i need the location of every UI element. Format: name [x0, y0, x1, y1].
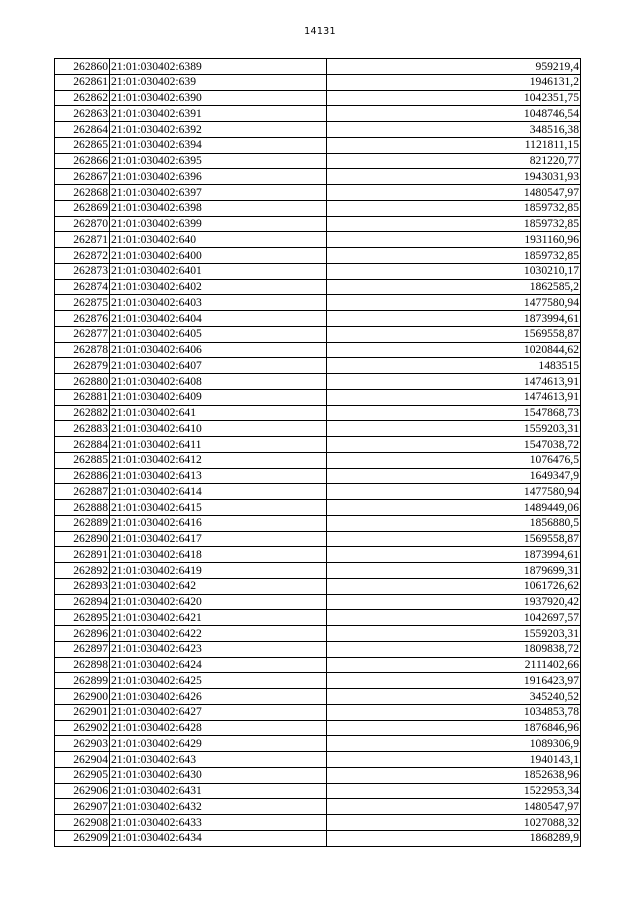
row-number-cell: 262869 [55, 200, 110, 216]
table-row [55, 610, 581, 626]
table-row [55, 626, 581, 642]
cadastral-number-cell: 21:01:030402:6409 [110, 389, 327, 405]
cadastral-number-cell: 21:01:030402:6390 [110, 90, 327, 106]
table-row [55, 342, 581, 358]
table-row [55, 185, 581, 201]
cadastral-number-cell: 21:01:030402:6395 [110, 153, 327, 169]
table-row [55, 153, 581, 169]
cadastral-number-cell: 21:01:030402:6416 [110, 515, 327, 531]
table-row [55, 263, 581, 279]
table-row [55, 594, 581, 610]
row-number-cell: 262863 [55, 106, 110, 122]
cadastral-value-cell: 1879699,31 [327, 563, 581, 579]
row-number-cell: 262908 [55, 815, 110, 831]
table-row [55, 767, 581, 783]
cadastral-value-cell: 1916423,97 [327, 673, 581, 689]
table-row [55, 216, 581, 232]
table-row [55, 311, 581, 327]
table-row [55, 279, 581, 295]
table-row [55, 405, 581, 421]
row-number-cell: 262905 [55, 767, 110, 783]
cadastral-number-cell: 21:01:030402:6401 [110, 263, 327, 279]
table-row [55, 137, 581, 153]
cadastral-number-cell: 21:01:030402:642 [110, 578, 327, 594]
cadastral-value-cell: 1859732,85 [327, 248, 581, 264]
table-row [55, 484, 581, 500]
cadastral-value-cell: 1042351,75 [327, 90, 581, 106]
table-row [55, 452, 581, 468]
row-number-cell: 262879 [55, 358, 110, 374]
cadastral-number-cell: 21:01:030402:6428 [110, 720, 327, 736]
cadastral-value-cell: 1852638,96 [327, 767, 581, 783]
cadastral-value-cell: 1859732,85 [327, 216, 581, 232]
cadastral-number-cell: 21:01:030402:6391 [110, 106, 327, 122]
cadastral-value-cell: 1474613,91 [327, 374, 581, 390]
cadastral-number-cell: 21:01:030402:6407 [110, 358, 327, 374]
row-number-cell: 262898 [55, 657, 110, 673]
row-number-cell: 262902 [55, 720, 110, 736]
table-row [55, 169, 581, 185]
cadastral-value-cell: 1089306,9 [327, 736, 581, 752]
cadastral-value-cell: 1547868,73 [327, 405, 581, 421]
cadastral-value-cell: 2111402,66 [327, 657, 581, 673]
row-number-cell: 262900 [55, 689, 110, 705]
table-row [55, 799, 581, 815]
table-row [55, 59, 581, 75]
cadastral-number-cell: 21:01:030402:6422 [110, 626, 327, 642]
table-row [55, 90, 581, 106]
table-row [55, 421, 581, 437]
row-number-cell: 262862 [55, 90, 110, 106]
row-number-cell: 262907 [55, 799, 110, 815]
cadastral-value-cell: 1076476,5 [327, 452, 581, 468]
cadastral-number-cell: 21:01:030402:6396 [110, 169, 327, 185]
table-row [55, 74, 581, 90]
cadastral-value-cell: 959219,4 [327, 59, 581, 75]
cadastral-value-cell: 1030210,17 [327, 263, 581, 279]
cadastral-number-cell: 21:01:030402:6397 [110, 185, 327, 201]
cadastral-number-cell: 21:01:030402:6419 [110, 563, 327, 579]
cadastral-value-cell: 1856880,5 [327, 515, 581, 531]
cadastral-number-cell: 21:01:030402:6426 [110, 689, 327, 705]
cadastral-value-cell: 821220,77 [327, 153, 581, 169]
cadastral-value-cell: 1946131,2 [327, 74, 581, 90]
cadastral-value-cell: 1868289,9 [327, 830, 581, 846]
cadastral-number-cell: 21:01:030402:6414 [110, 484, 327, 500]
cadastral-value-cell: 1859732,85 [327, 200, 581, 216]
cadastral-value-cell: 1121811,15 [327, 137, 581, 153]
row-number-cell: 262860 [55, 59, 110, 75]
table-row [55, 673, 581, 689]
cadastral-number-cell: 21:01:030402:6405 [110, 326, 327, 342]
table-row [55, 830, 581, 846]
row-number-cell: 262894 [55, 594, 110, 610]
table-row [55, 815, 581, 831]
cadastral-number-cell: 21:01:030402:6400 [110, 248, 327, 264]
cadastral-number-cell: 21:01:030402:6412 [110, 452, 327, 468]
cadastral-number-cell: 21:01:030402:6410 [110, 421, 327, 437]
cadastral-number-cell: 21:01:030402:6413 [110, 468, 327, 484]
cadastral-number-cell: 21:01:030402:6402 [110, 279, 327, 295]
table-row [55, 374, 581, 390]
cadastral-number-cell: 21:01:030402:6429 [110, 736, 327, 752]
cadastral-value-cell: 1940143,1 [327, 752, 581, 768]
row-number-cell: 262889 [55, 515, 110, 531]
row-number-cell: 262906 [55, 783, 110, 799]
cadastral-number-cell: 21:01:030402:6406 [110, 342, 327, 358]
cadastral-number-cell: 21:01:030402:640 [110, 232, 327, 248]
cadastral-number-cell: 21:01:030402:6404 [110, 311, 327, 327]
row-number-cell: 262891 [55, 547, 110, 563]
table-row [55, 736, 581, 752]
cadastral-number-cell: 21:01:030402:643 [110, 752, 327, 768]
cadastral-number-cell: 21:01:030402:6403 [110, 295, 327, 311]
cadastral-value-cell: 1569558,87 [327, 326, 581, 342]
cadastral-number-cell: 21:01:030402:639 [110, 74, 327, 90]
table-row [55, 689, 581, 705]
cadastral-value-cell: 1061726,62 [327, 578, 581, 594]
cadastral-value-cell: 348516,38 [327, 122, 581, 138]
cadastral-number-cell: 21:01:030402:6392 [110, 122, 327, 138]
row-number-cell: 262887 [55, 484, 110, 500]
row-number-cell: 262864 [55, 122, 110, 138]
row-number-cell: 262880 [55, 374, 110, 390]
row-number-cell: 262871 [55, 232, 110, 248]
table-row [55, 248, 581, 264]
table-row [55, 657, 581, 673]
cadastral-number-cell: 21:01:030402:6423 [110, 641, 327, 657]
table-row [55, 122, 581, 138]
cadastral-value-cell: 345240,52 [327, 689, 581, 705]
cadastral-value-cell: 1862585,2 [327, 279, 581, 295]
cadastral-number-cell: 21:01:030402:6418 [110, 547, 327, 563]
cadastral-number-cell: 21:01:030402:6431 [110, 783, 327, 799]
table-row [55, 358, 581, 374]
row-number-cell: 262909 [55, 830, 110, 846]
row-number-cell: 262868 [55, 185, 110, 201]
cadastral-value-cell: 1483515 [327, 358, 581, 374]
cadastral-value-cell: 1477580,94 [327, 295, 581, 311]
cadastral-value-cell: 1931160,96 [327, 232, 581, 248]
cadastral-number-cell: 21:01:030402:641 [110, 405, 327, 421]
table-row [55, 752, 581, 768]
table-body [55, 59, 581, 847]
table-row [55, 547, 581, 563]
row-number-cell: 262872 [55, 248, 110, 264]
cadastral-number-cell: 21:01:030402:6398 [110, 200, 327, 216]
row-number-cell: 262885 [55, 452, 110, 468]
cadastral-number-cell: 21:01:030402:6408 [110, 374, 327, 390]
table-row [55, 720, 581, 736]
table-row [55, 578, 581, 594]
cadastral-value-cell: 1559203,31 [327, 421, 581, 437]
table-row [55, 437, 581, 453]
table-row [55, 389, 581, 405]
row-number-cell: 262870 [55, 216, 110, 232]
table-row [55, 563, 581, 579]
cadastral-number-cell: 21:01:030402:6389 [110, 59, 327, 75]
cadastral-value-cell: 1569558,87 [327, 531, 581, 547]
row-number-cell: 262873 [55, 263, 110, 279]
row-number-cell: 262881 [55, 389, 110, 405]
row-number-cell: 262903 [55, 736, 110, 752]
table-row [55, 531, 581, 547]
cadastral-value-cell: 1480547,97 [327, 185, 581, 201]
cadastral-value-cell: 1873994,61 [327, 311, 581, 327]
cadastral-number-cell: 21:01:030402:6399 [110, 216, 327, 232]
row-number-cell: 262884 [55, 437, 110, 453]
row-number-cell: 262861 [55, 74, 110, 90]
table-row [55, 232, 581, 248]
cadastral-number-cell: 21:01:030402:6394 [110, 137, 327, 153]
cadastral-value-cell: 1559203,31 [327, 626, 581, 642]
table-row [55, 468, 581, 484]
cadastral-number-cell: 21:01:030402:6427 [110, 704, 327, 720]
row-number-cell: 262890 [55, 531, 110, 547]
cadastral-value-cell: 1809838,72 [327, 641, 581, 657]
cadastral-number-cell: 21:01:030402:6434 [110, 830, 327, 846]
cadastral-value-cell: 1042697,57 [327, 610, 581, 626]
cadastral-number-cell: 21:01:030402:6430 [110, 767, 327, 783]
row-number-cell: 262866 [55, 153, 110, 169]
row-number-cell: 262895 [55, 610, 110, 626]
cadastral-value-cell: 1876846,96 [327, 720, 581, 736]
cadastral-value-cell: 1522953,34 [327, 783, 581, 799]
cadastral-number-cell: 21:01:030402:6415 [110, 500, 327, 516]
table-row [55, 783, 581, 799]
cadastral-number-cell: 21:01:030402:6421 [110, 610, 327, 626]
row-number-cell: 262892 [55, 563, 110, 579]
row-number-cell: 262878 [55, 342, 110, 358]
cadastral-value-cell: 1020844,62 [327, 342, 581, 358]
cadastral-value-cell: 1048746,54 [327, 106, 581, 122]
cadastral-value-table [54, 58, 581, 847]
row-number-cell: 262875 [55, 295, 110, 311]
table-row [55, 500, 581, 516]
row-number-cell: 262896 [55, 626, 110, 642]
row-number-cell: 262876 [55, 311, 110, 327]
table-row [55, 106, 581, 122]
table-row [55, 200, 581, 216]
cadastral-number-cell: 21:01:030402:6425 [110, 673, 327, 689]
row-number-cell: 262877 [55, 326, 110, 342]
row-number-cell: 262874 [55, 279, 110, 295]
table-row [55, 641, 581, 657]
page-number: 14131 [304, 26, 336, 37]
cadastral-number-cell: 21:01:030402:6411 [110, 437, 327, 453]
row-number-cell: 262897 [55, 641, 110, 657]
row-number-cell: 262901 [55, 704, 110, 720]
table-row [55, 326, 581, 342]
cadastral-value-cell: 1477580,94 [327, 484, 581, 500]
cadastral-value-cell: 1489449,06 [327, 500, 581, 516]
row-number-cell: 262904 [55, 752, 110, 768]
cadastral-number-cell: 21:01:030402:6433 [110, 815, 327, 831]
row-number-cell: 262883 [55, 421, 110, 437]
cadastral-number-cell: 21:01:030402:6417 [110, 531, 327, 547]
table-row [55, 704, 581, 720]
cadastral-value-cell: 1937920,42 [327, 594, 581, 610]
row-number-cell: 262886 [55, 468, 110, 484]
cadastral-number-cell: 21:01:030402:6432 [110, 799, 327, 815]
table-row [55, 295, 581, 311]
row-number-cell: 262865 [55, 137, 110, 153]
cadastral-value-cell: 1474613,91 [327, 389, 581, 405]
cadastral-value-cell: 1873994,61 [327, 547, 581, 563]
row-number-cell: 262899 [55, 673, 110, 689]
cadastral-number-cell: 21:01:030402:6420 [110, 594, 327, 610]
row-number-cell: 262867 [55, 169, 110, 185]
cadastral-value-cell: 1547038,72 [327, 437, 581, 453]
cadastral-value-cell: 1027088,32 [327, 815, 581, 831]
table-row [55, 515, 581, 531]
cadastral-value-cell: 1649347,9 [327, 468, 581, 484]
row-number-cell: 262882 [55, 405, 110, 421]
cadastral-value-cell: 1943031,93 [327, 169, 581, 185]
row-number-cell: 262893 [55, 578, 110, 594]
row-number-cell: 262888 [55, 500, 110, 516]
cadastral-value-cell: 1034853,78 [327, 704, 581, 720]
cadastral-value-cell: 1480547,97 [327, 799, 581, 815]
cadastral-number-cell: 21:01:030402:6424 [110, 657, 327, 673]
